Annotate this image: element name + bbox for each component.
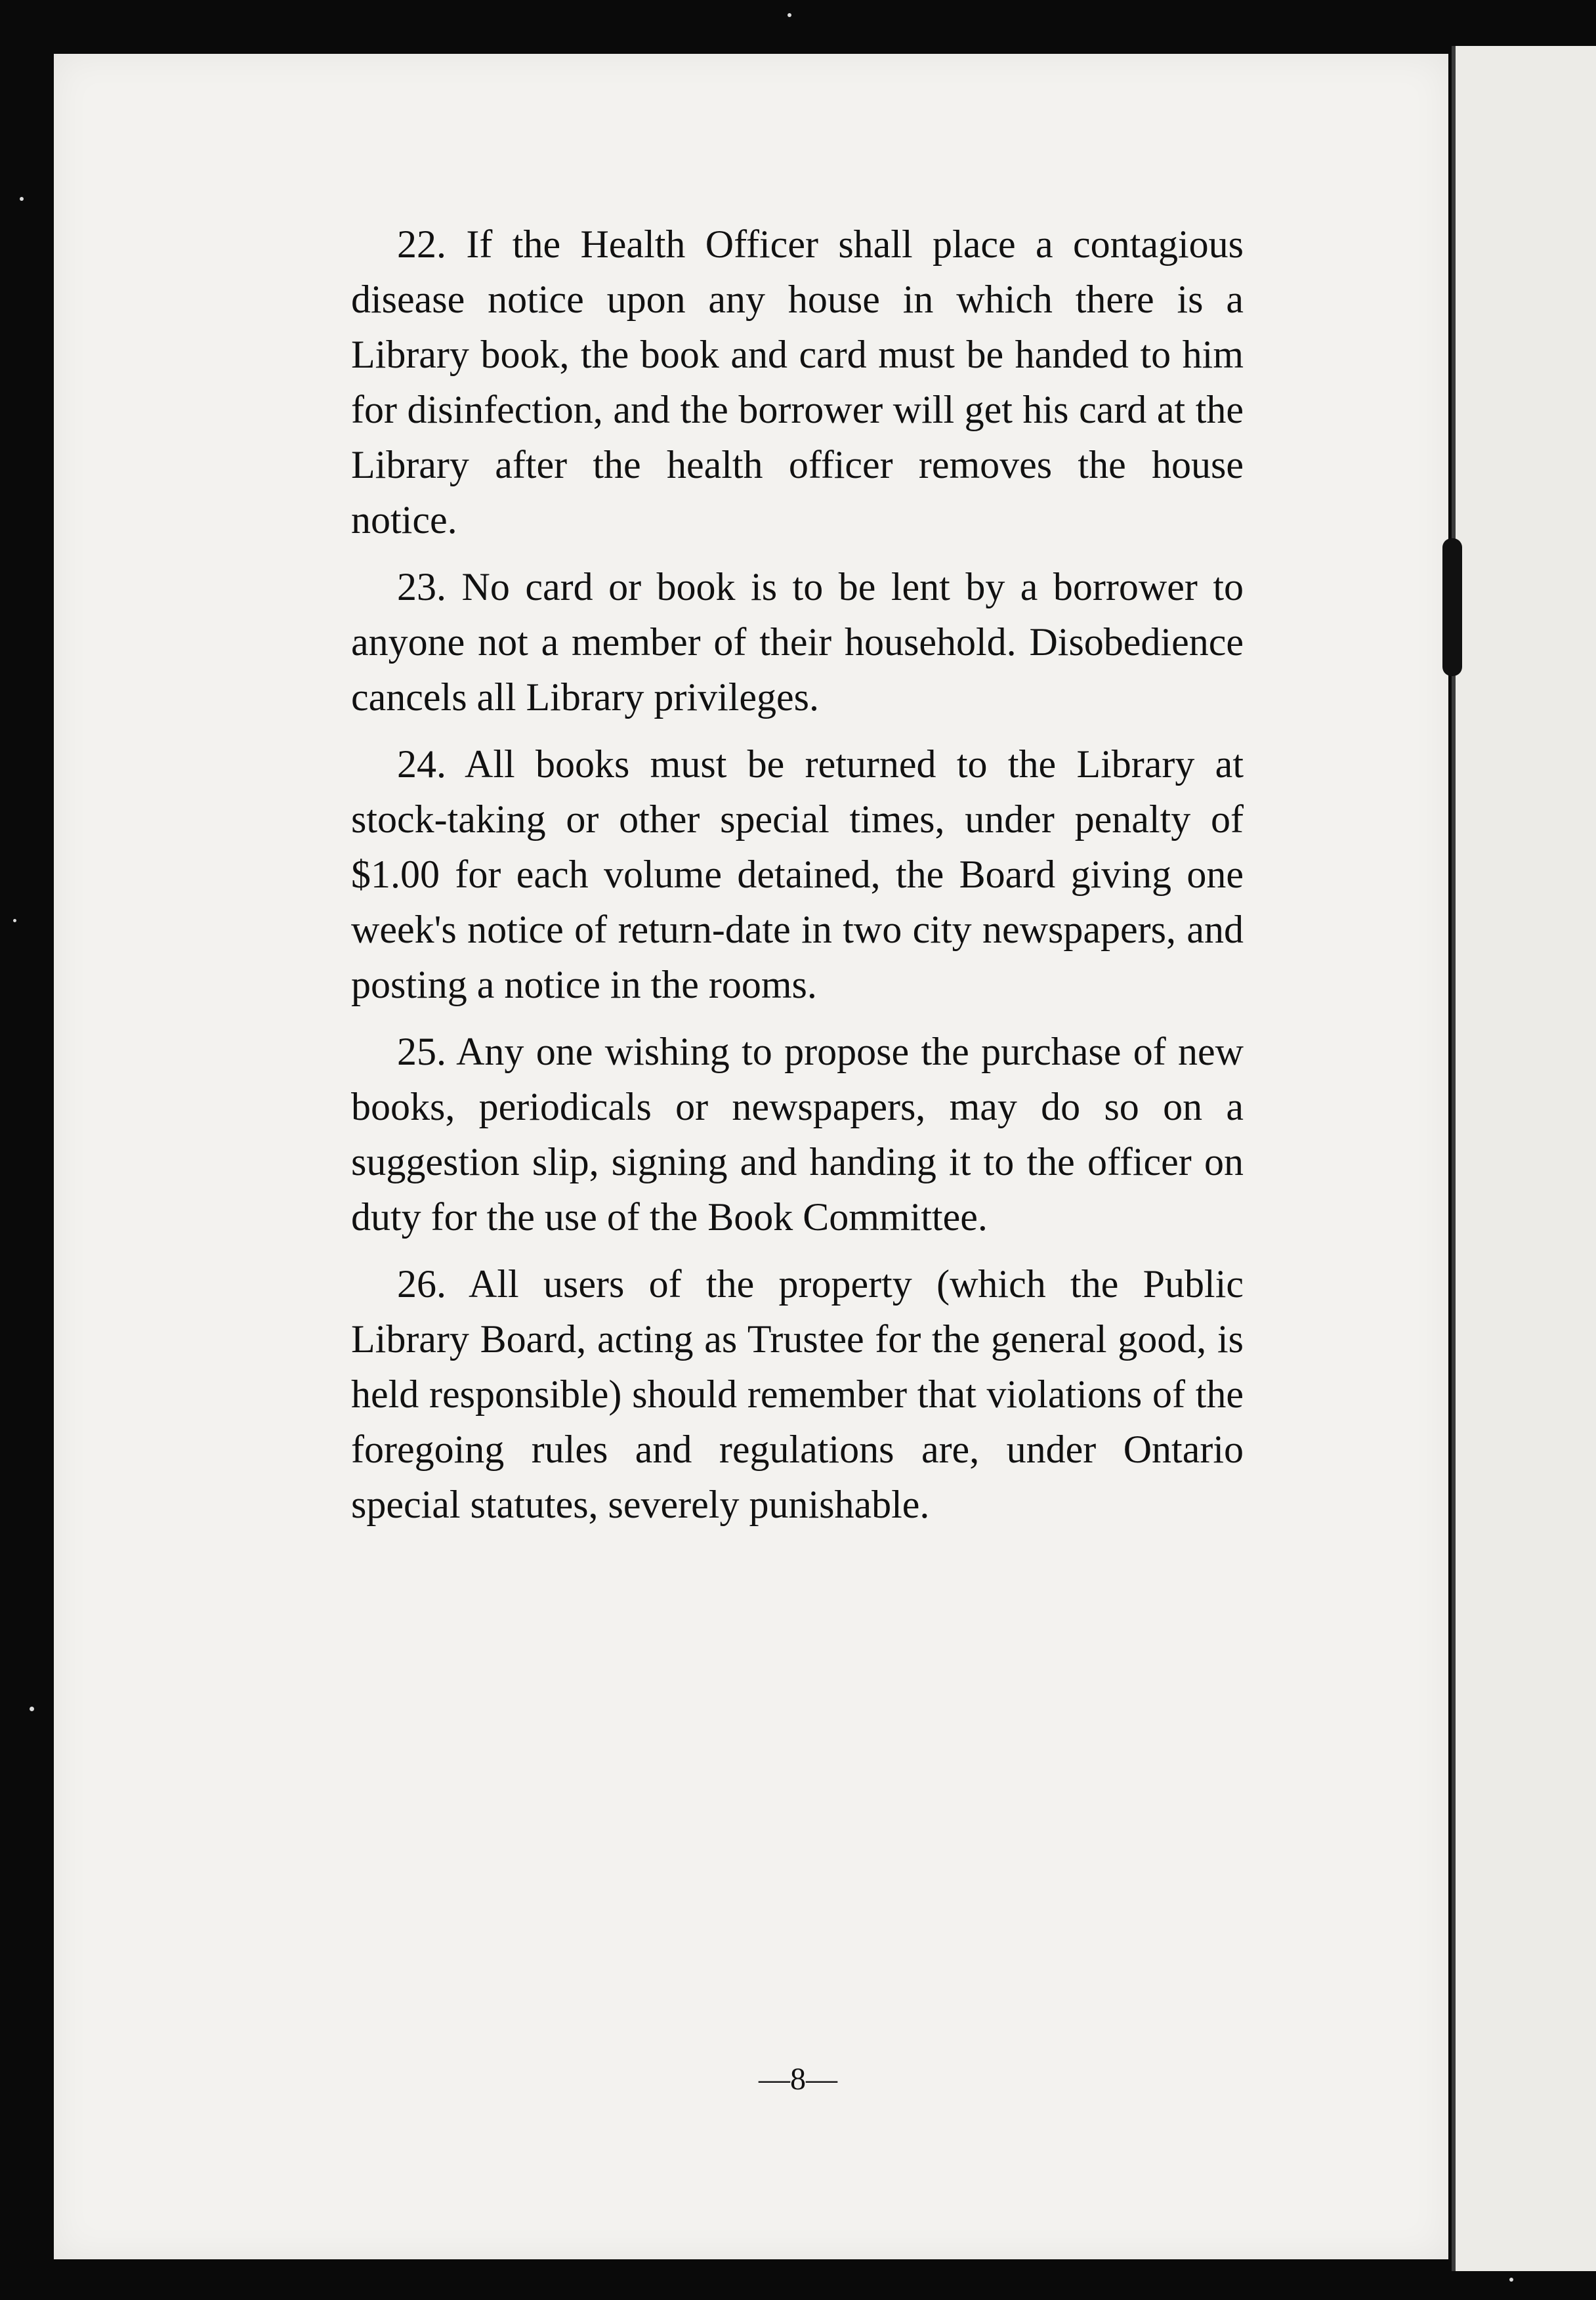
page-number: —8—: [759, 2062, 837, 2097]
rule-23: [351, 559, 1244, 725]
rule-text: No card or book is to be lent by a borrower to anyone not a member of their household. Disobedience cancels all Library privileges.: [351, 565, 1244, 719]
binding-mark: [1442, 538, 1462, 676]
rule-text: All books must be returned to the Library at stock-taking or other special times, under penalty of $1.00 for each volume detained, the Board giving one week's notice of return-date in two city newspapers, and posting a notice in the rooms.: [351, 742, 1244, 1006]
scan-speck: [788, 13, 791, 17]
rule-number: 25.: [397, 1030, 446, 1073]
scan-speck: [1509, 2278, 1513, 2282]
rule-number: 22.: [397, 223, 446, 266]
rule-text: If the Health Officer shall place a contagious disease notice upon any house in which there is a Library book, the book and card must be handed to him for disinfection, and the borrower will get his card at the Library after the health officer removes the house notice.: [351, 223, 1244, 542]
scan-speck: [20, 197, 24, 201]
scan-speck: [13, 919, 16, 922]
rules-text: [351, 217, 1244, 1544]
rule-number: 26.: [397, 1262, 446, 1306]
rule-number: 23.: [397, 565, 446, 608]
facing-page-edge: [1452, 46, 1596, 2271]
rule-text: Any one wishing to propose the purchase of new books, periodicals or newspapers, may do so on a suggestion slip, signing and handing it to the officer on duty for the use of the Book Committee.: [351, 1030, 1244, 1239]
rule-24: [351, 736, 1244, 1012]
scan-speck: [30, 1707, 34, 1711]
rule-text: All users of the property (which the Public Library Board, acting as Trustee for the general good, is held responsible) should remember that violations of the foregoing rules and regulations are, under Ontario special statutes, severely punishable.: [351, 1262, 1244, 1526]
rule-22: [351, 217, 1244, 547]
rule-number: 24.: [397, 742, 446, 786]
rule-25: [351, 1024, 1244, 1245]
rule-26: [351, 1256, 1244, 1532]
